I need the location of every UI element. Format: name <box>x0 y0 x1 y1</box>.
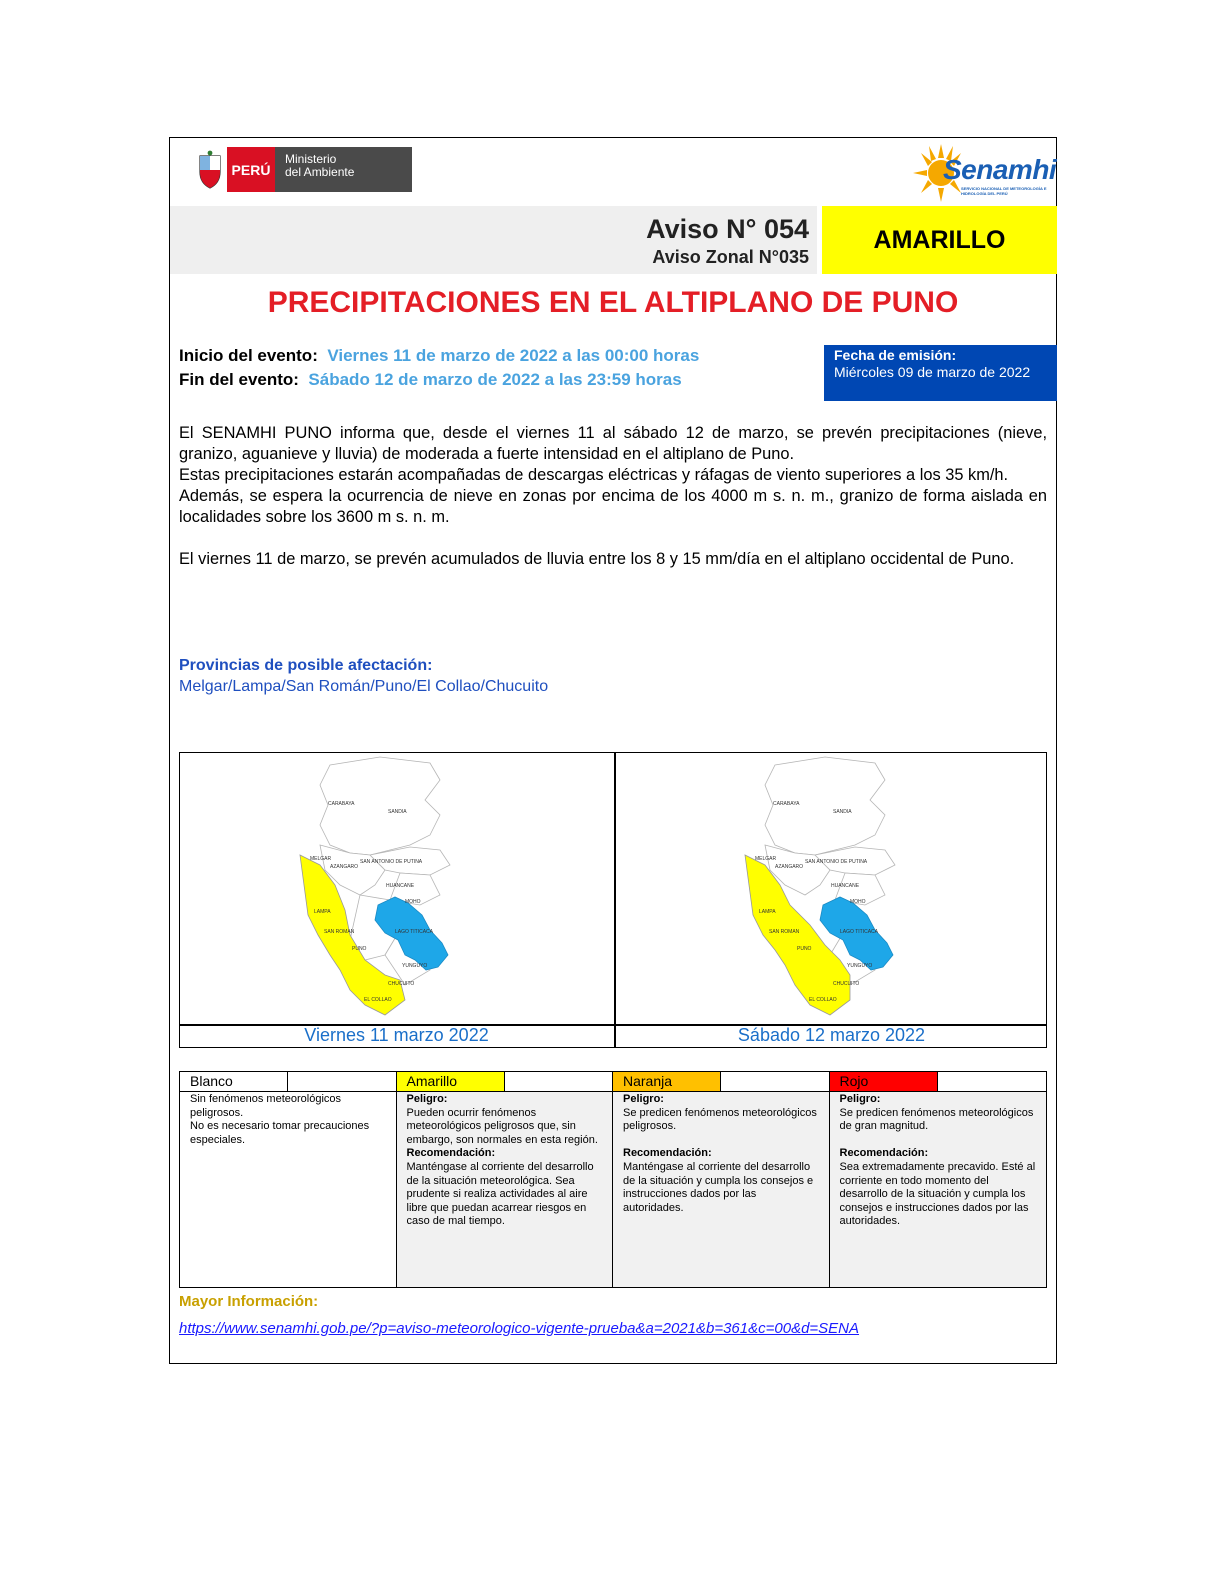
senamhi-wordmark: Senamhi <box>943 154 1057 185</box>
label-moho: MOHO <box>405 899 421 905</box>
rojo-rec: Sea extremadamente precavido. Esté al corriente en todo momento del desarrollo de la situación y cumpla los consejos e instrucciones dados por las autoridades. <box>839 1160 1036 1228</box>
label-sanroman: SAN ROMAN <box>324 929 355 935</box>
legend-text-blanco: Sin fenómenos meteorológicos peligrosos. No es necesario tomar precauciones especiales. <box>180 1092 396 1287</box>
caption-viernes: Viernes 11 marzo 2022 <box>304 1025 489 1045</box>
event-end-value: Sábado 12 de marzo de 2022 a las 23:59 horas <box>308 370 682 389</box>
body-paragraph-3: Además, se espera la ocurrencia de nieve en zonas por encima de los 4000 m s. n. m., granizo de forma aislada en localidades sobre los 3600 m s. n. m. <box>179 487 1047 526</box>
label-lampa-2: LAMPA <box>759 909 776 915</box>
label-huancane-2: HUANCANE <box>831 883 860 889</box>
legend-swatch-blanco: Blanco <box>180 1072 288 1091</box>
ministerio-label <box>275 147 412 192</box>
ministerio-line-1: Ministerio <box>285 152 337 166</box>
label-sandia-2: SANDIA <box>833 809 852 815</box>
provinces-list: Melgar/Lampa/San Román/Puno/El Collao/Chucuito <box>179 678 549 695</box>
peru-label: PERÚ <box>227 147 275 192</box>
naranja-peligro-label: Peligro: <box>623 1093 664 1105</box>
ministerio-logo <box>193 147 412 192</box>
event-start-value: Viernes 11 de marzo de 2022 a las 00:00 horas <box>327 346 700 365</box>
senamhi-subtitle: SERVICIO NACIONAL DE METEOROLOGÍA E HIDROLOGÍA DEL PERÚ <box>961 186 1047 196</box>
ministerio-line-2: del Ambiente <box>285 165 355 179</box>
label-moho-2: MOHO <box>850 899 866 905</box>
event-start-label: Inicio del evento: <box>179 346 318 365</box>
aviso-band <box>170 206 817 274</box>
aviso-zonal: Aviso Zonal N°035 <box>652 247 809 267</box>
more-info-link[interactable]: https://www.senamhi.gob.pe/?p=aviso-meteorologico-vigente-prueba&a=2021&b=361&c=00&d=SENA <box>179 1320 860 1337</box>
map-viernes <box>290 755 510 1020</box>
label-carabaya-2: CARABAYA <box>773 801 800 807</box>
body-paragraph-1: El SENAMHI PUNO informa que, desde el viernes 11 al sábado 12 de marzo, se prevén precipitaciones (nieve, granizo, aguanieve y lluvia) de moderada a fuerte intensidad en el altiplano de Puno. <box>179 424 1047 463</box>
naranja-rec: Manténgase al corriente del desarrollo de la situación y cumpla los consejos e instrucciones dados por las autoridades. <box>623 1160 814 1214</box>
label-carabaya: CARABAYA <box>328 801 355 807</box>
more-info-label: Mayor Información: <box>179 1293 319 1310</box>
event-end-label: Fin del evento: <box>179 370 299 389</box>
aviso-number: Aviso N° 054 <box>646 214 809 244</box>
caption-sabado: Sábado 12 marzo 2022 <box>737 1025 926 1045</box>
label-huancane: HUANCANE <box>386 883 415 889</box>
legend-swatch-amarillo: Amarillo <box>397 1072 505 1091</box>
rojo-rec-label: Recomendación: <box>839 1147 929 1160</box>
maps-table <box>179 752 1047 1048</box>
label-azangaro-2: AZANGARO <box>775 864 804 870</box>
legend-swatch-naranja: Naranja <box>613 1072 721 1091</box>
page-title: PRECIPITACIONES EN EL ALTIPLANO DE PUNO <box>267 286 959 319</box>
amarillo-peligro: Pueden ocurrir fenómenos meteorológicos peligrosos que, sin embargo, son normales en esta región. <box>406 1106 598 1146</box>
legend-naranja <box>613 1072 830 1287</box>
label-lago-2: LAGO TITICACA <box>840 929 878 935</box>
label-putina-2: SAN ANTONIO DE PUTINA <box>805 859 868 865</box>
peru-shield-icon <box>193 147 227 192</box>
rojo-peligro: Se predicen fenómenos meteorológicos de gran magnitud. <box>839 1106 1034 1133</box>
label-chucuito-2: CHUCUITO <box>833 981 860 987</box>
map-sabado <box>735 755 955 1020</box>
label-yunguyo-2: YUNGUYO <box>847 963 873 969</box>
legend-swatch-rojo: Rojo <box>830 1072 938 1091</box>
label-puno-2: PUNO <box>797 946 812 952</box>
label-puno: PUNO <box>352 946 367 952</box>
label-lago: LAGO TITICACA <box>395 929 433 935</box>
senamhi-logo <box>913 140 1057 206</box>
body-paragraph-4: El viernes 11 de marzo, se prevén acumulados de lluvia entre los 8 y 15 mm/día en el altiplano occidental de Puno. <box>179 550 1015 568</box>
body-paragraph-2: Estas precipitaciones estarán acompañadas de descargas eléctricas y ráfagas de viento superiores a los 35 km/h. <box>179 466 1009 484</box>
alert-legend-table <box>179 1071 1047 1288</box>
label-chucuito: CHUCUITO <box>388 981 415 987</box>
amarillo-rec: Manténgase al corriente del desarrollo de la situación meteorológica. Sea prudente si realiza actividades al aire libre que puedan acarrear riesgos en caso de mal tiempo. <box>406 1160 594 1228</box>
label-yunguyo: YUNGUYO <box>402 963 428 969</box>
legend-rojo <box>830 1072 1047 1287</box>
naranja-peligro: Se predicen fenómenos meteorológicos peligrosos. <box>623 1106 817 1133</box>
amarillo-peligro-label: Peligro: <box>406 1093 448 1105</box>
label-lampa: LAMPA <box>314 909 331 915</box>
amarillo-rec-label: Recomendación: <box>406 1147 496 1160</box>
legend-amarillo <box>397 1072 614 1287</box>
emission-date-box <box>824 345 1057 401</box>
label-putina: SAN ANTONIO DE PUTINA <box>360 859 423 865</box>
provinces-label: Provincias de posible afectación: <box>179 657 433 674</box>
label-melgar: MELGAR <box>310 856 332 862</box>
event-start <box>179 346 699 366</box>
alert-level-badge: AMARILLO <box>822 206 1057 274</box>
emission-value: Miércoles 09 de marzo de 2022 <box>834 364 1031 380</box>
label-elcollao: EL COLLAO <box>364 997 392 1003</box>
naranja-rec-label: Recomendación: <box>623 1147 712 1160</box>
emission-label: Fecha de emisión: <box>834 347 957 363</box>
label-melgar-2: MELGAR <box>755 856 777 862</box>
label-elcollao-2: EL COLLAO <box>809 997 837 1003</box>
legend-blanco <box>180 1072 397 1287</box>
label-sanroman-2: SAN ROMAN <box>769 929 800 935</box>
event-end <box>179 370 682 390</box>
label-azangaro: AZANGARO <box>330 864 359 870</box>
rojo-peligro-label: Peligro: <box>839 1093 881 1105</box>
bulletin-body <box>179 423 1047 570</box>
label-sandia: SANDIA <box>388 809 407 815</box>
